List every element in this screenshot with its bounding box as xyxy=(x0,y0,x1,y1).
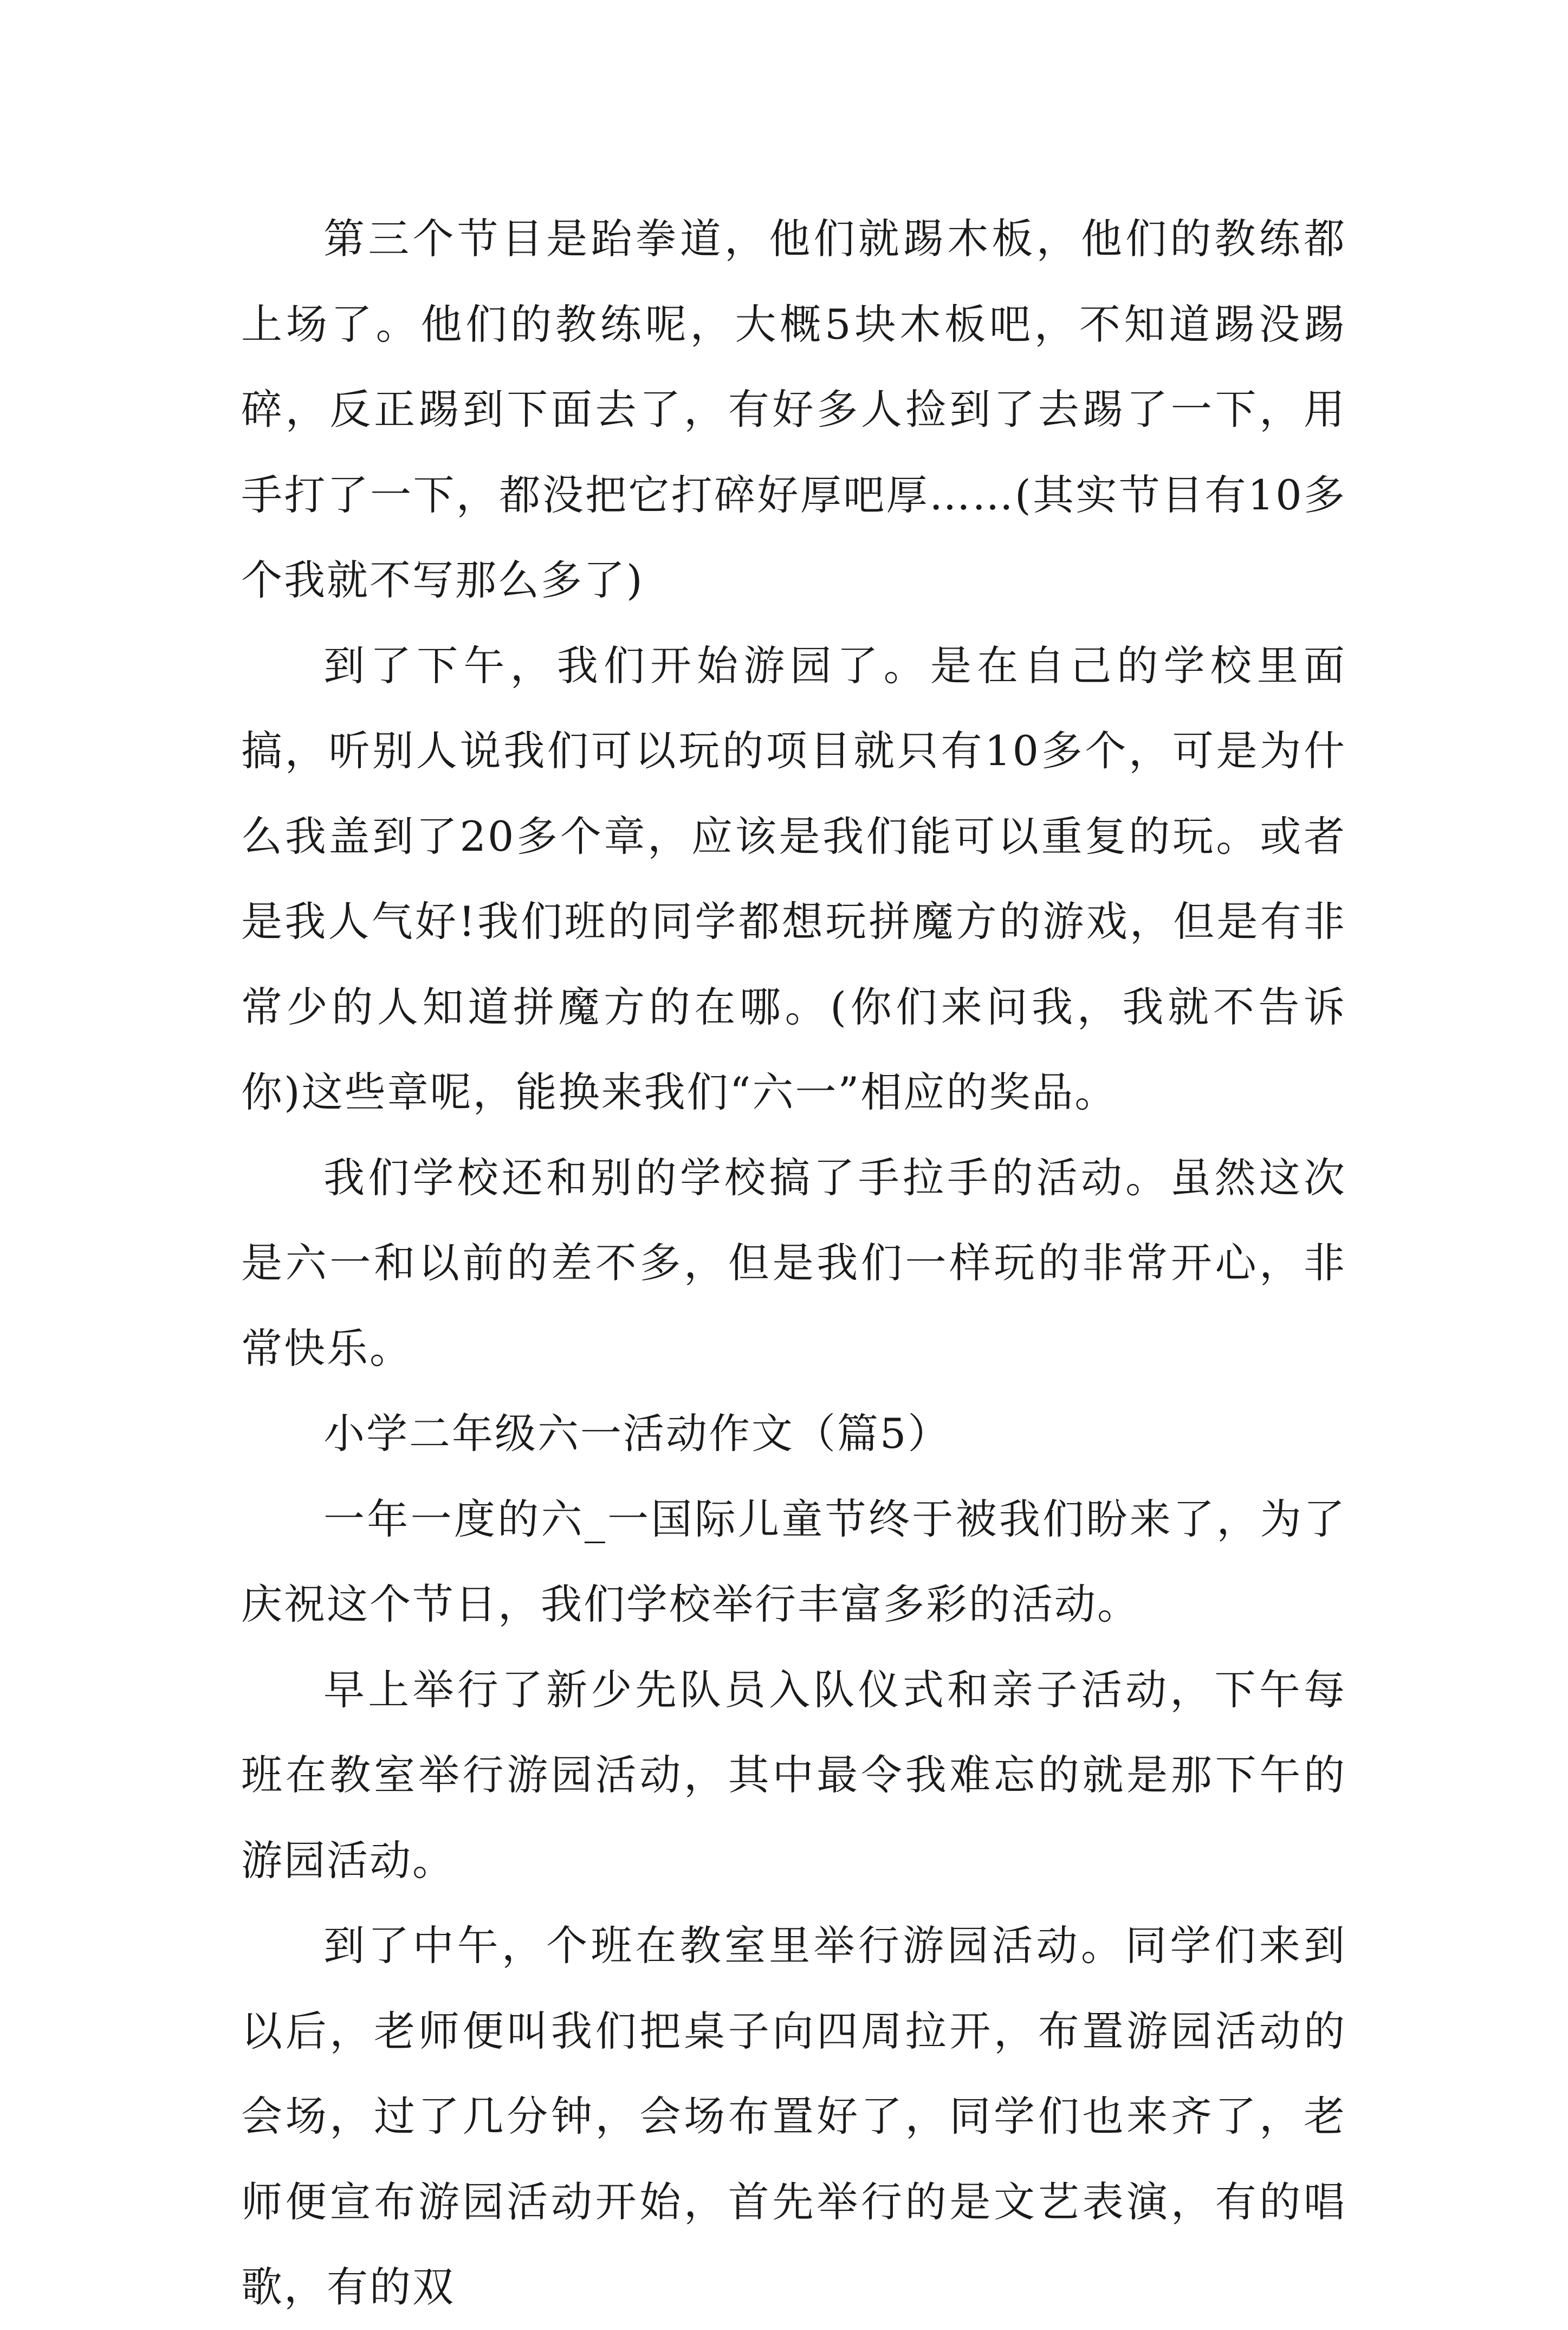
document-body xyxy=(241,196,1346,2330)
paragraph: 第三个节目是跆拳道，他们就踢木板，他们的教练都上场了。他们的教练呢，大概5块木板吧，不知道踢没踢碎，反正踢到下面去了，有好多人捡到了去踢了一下，用手打了一下，都没把它打碎好厚吧厚……(其实节目有10多个我就不写那么多了) xyxy=(241,215,1346,604)
paragraph: 我们学校还和别的学校搞了手拉手的活动。虽然这次是六一和以前的差不多，但是我们一样玩的非常开心，非常快乐。 xyxy=(241,1153,1346,1373)
paragraph: 到了中午，个班在教室里举行游园活动。同学们来到以后，老师便叫我们把桌子向四周拉开，布置游园活动的会场，过了几分钟，会场布置好了，同学们也来齐了，老师便宣布游园活动开始，首先举行的是文艺表演，有的唱歌，有的双 xyxy=(241,1921,1346,2311)
paragraph: 早上举行了新少先队员入队仪式和亲子活动，下午每班在教室举行游园活动，其中最令我难忘的就是那下午的游园活动。 xyxy=(241,1665,1346,1885)
paragraph: 一年一度的六_一国际儿童节终于被我们盼来了，为了庆祝这个节日，我们学校举行丰富多彩的活动。 xyxy=(241,1494,1346,1628)
section-heading: 小学二年级六一活动作文（篇5） xyxy=(323,1409,951,1458)
paragraph: 到了下午，我们开始游园了。是在自己的学校里面搞，听别人说我们可以玩的项目就只有10多个，可是为什么我盖到了20多个章，应该是我们能可以重复的玩。或者是我人气好!我们班的同学都想玩拼魔方的游戏，但是有非常少的人知道拼魔方的在哪。(你们来问我，我就不告诉你)这些章呢，能换来我们“六一”相应的奖品。 xyxy=(241,641,1346,1116)
